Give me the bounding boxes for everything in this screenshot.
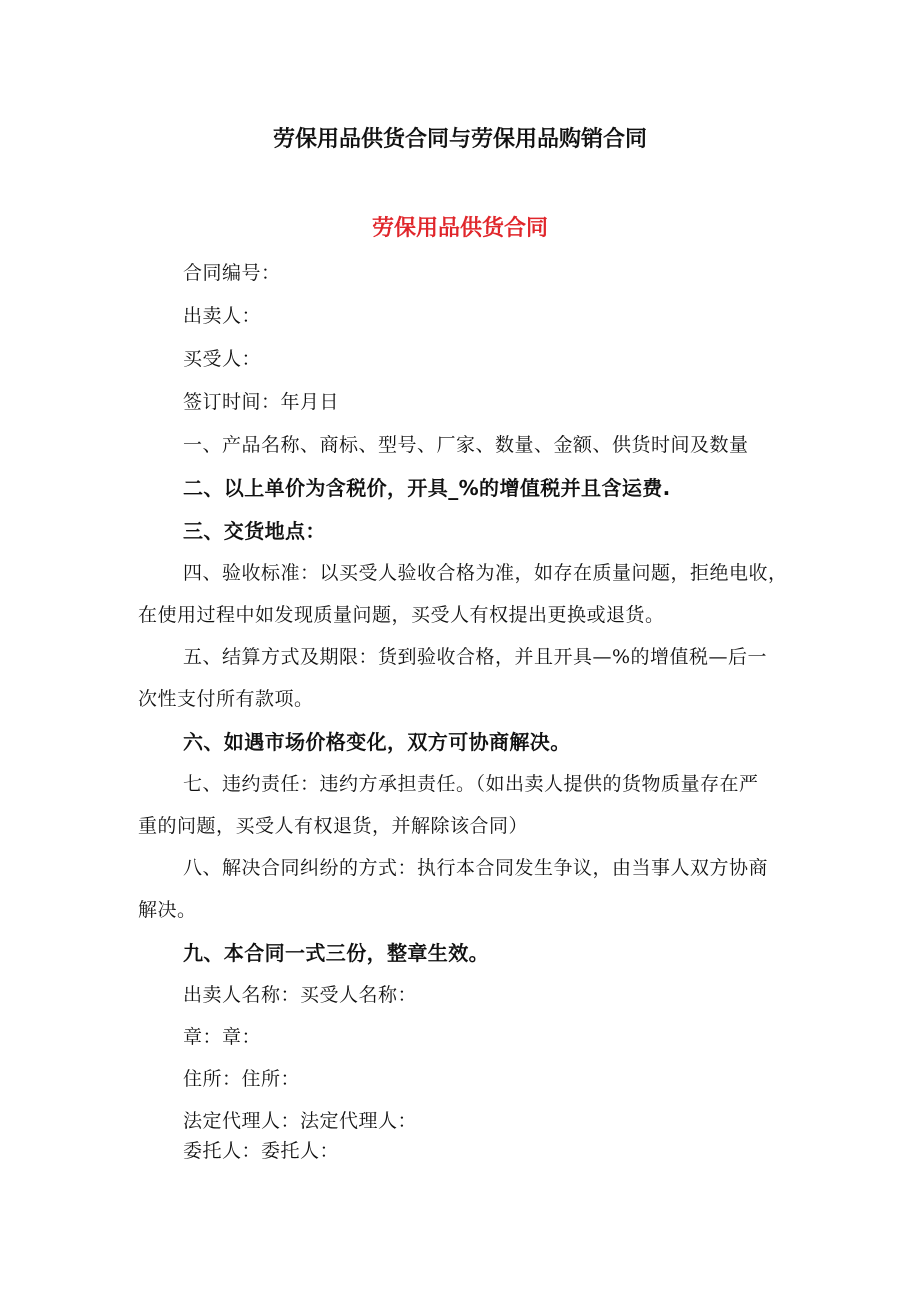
document-title: 劳保用品供货合同与劳保用品购销合同 <box>272 127 647 152</box>
clause-8-line-2: 解决。 <box>138 899 197 921</box>
signature-legal-rep: 法定代理人：法定代理人： <box>183 1110 418 1132</box>
clause-4-line-1: 四、验收标准：以买受人验收合格为准，如存在质量问题，拒绝电收， <box>183 562 788 584</box>
contract-number-field: 合同编号： <box>183 262 281 284</box>
clause-9: 九、本合同一式三份，整章生效。 <box>183 941 489 965</box>
signature-address: 住所：住所： <box>183 1068 301 1090</box>
signature-names: 出卖人名称：买受人名称： <box>183 984 418 1006</box>
clause-5-line-1: 五、结算方式及期限：货到验收合格，并且开具—%的增值税—后一 <box>183 646 768 668</box>
clause-6: 六、如遇市场价格变化，双方可协商解决。 <box>183 730 571 754</box>
clause-3: 三、交货地点： <box>183 519 326 543</box>
clause-7-line-2: 重的问题，买受人有权退货，并解除该合同） <box>138 815 529 837</box>
clause-8-line-1: 八、解决合同纠纷的方式：执行本合同发生争议，由当事人双方协商 <box>183 857 769 879</box>
signature-agent: 委托人：委托人： <box>183 1140 340 1162</box>
clause-5-line-2: 次性支付所有款项。 <box>138 688 314 710</box>
contract-subtitle: 劳保用品供货合同 <box>371 216 548 241</box>
signature-seals: 章：章： <box>183 1026 262 1048</box>
clause-2: 二、以上单价为含税价，开具_%的增值税并且含运费. <box>183 476 671 500</box>
buyer-field: 买受人： <box>183 348 262 370</box>
clause-4-line-2: 在使用过程中如发现质量问题，买受人有权提出更换或退货。 <box>138 604 665 626</box>
clause-7-line-1: 七、违约责任：违约方承担责任。（如出卖人提供的货物质量存在严 <box>183 773 759 795</box>
sign-date-field: 签订时间：年月日 <box>183 391 340 413</box>
seller-field: 出卖人： <box>183 305 262 327</box>
clause-1: 一、产品名称、商标、型号、厂家、数量、金额、供货时间及数量 <box>183 434 749 456</box>
